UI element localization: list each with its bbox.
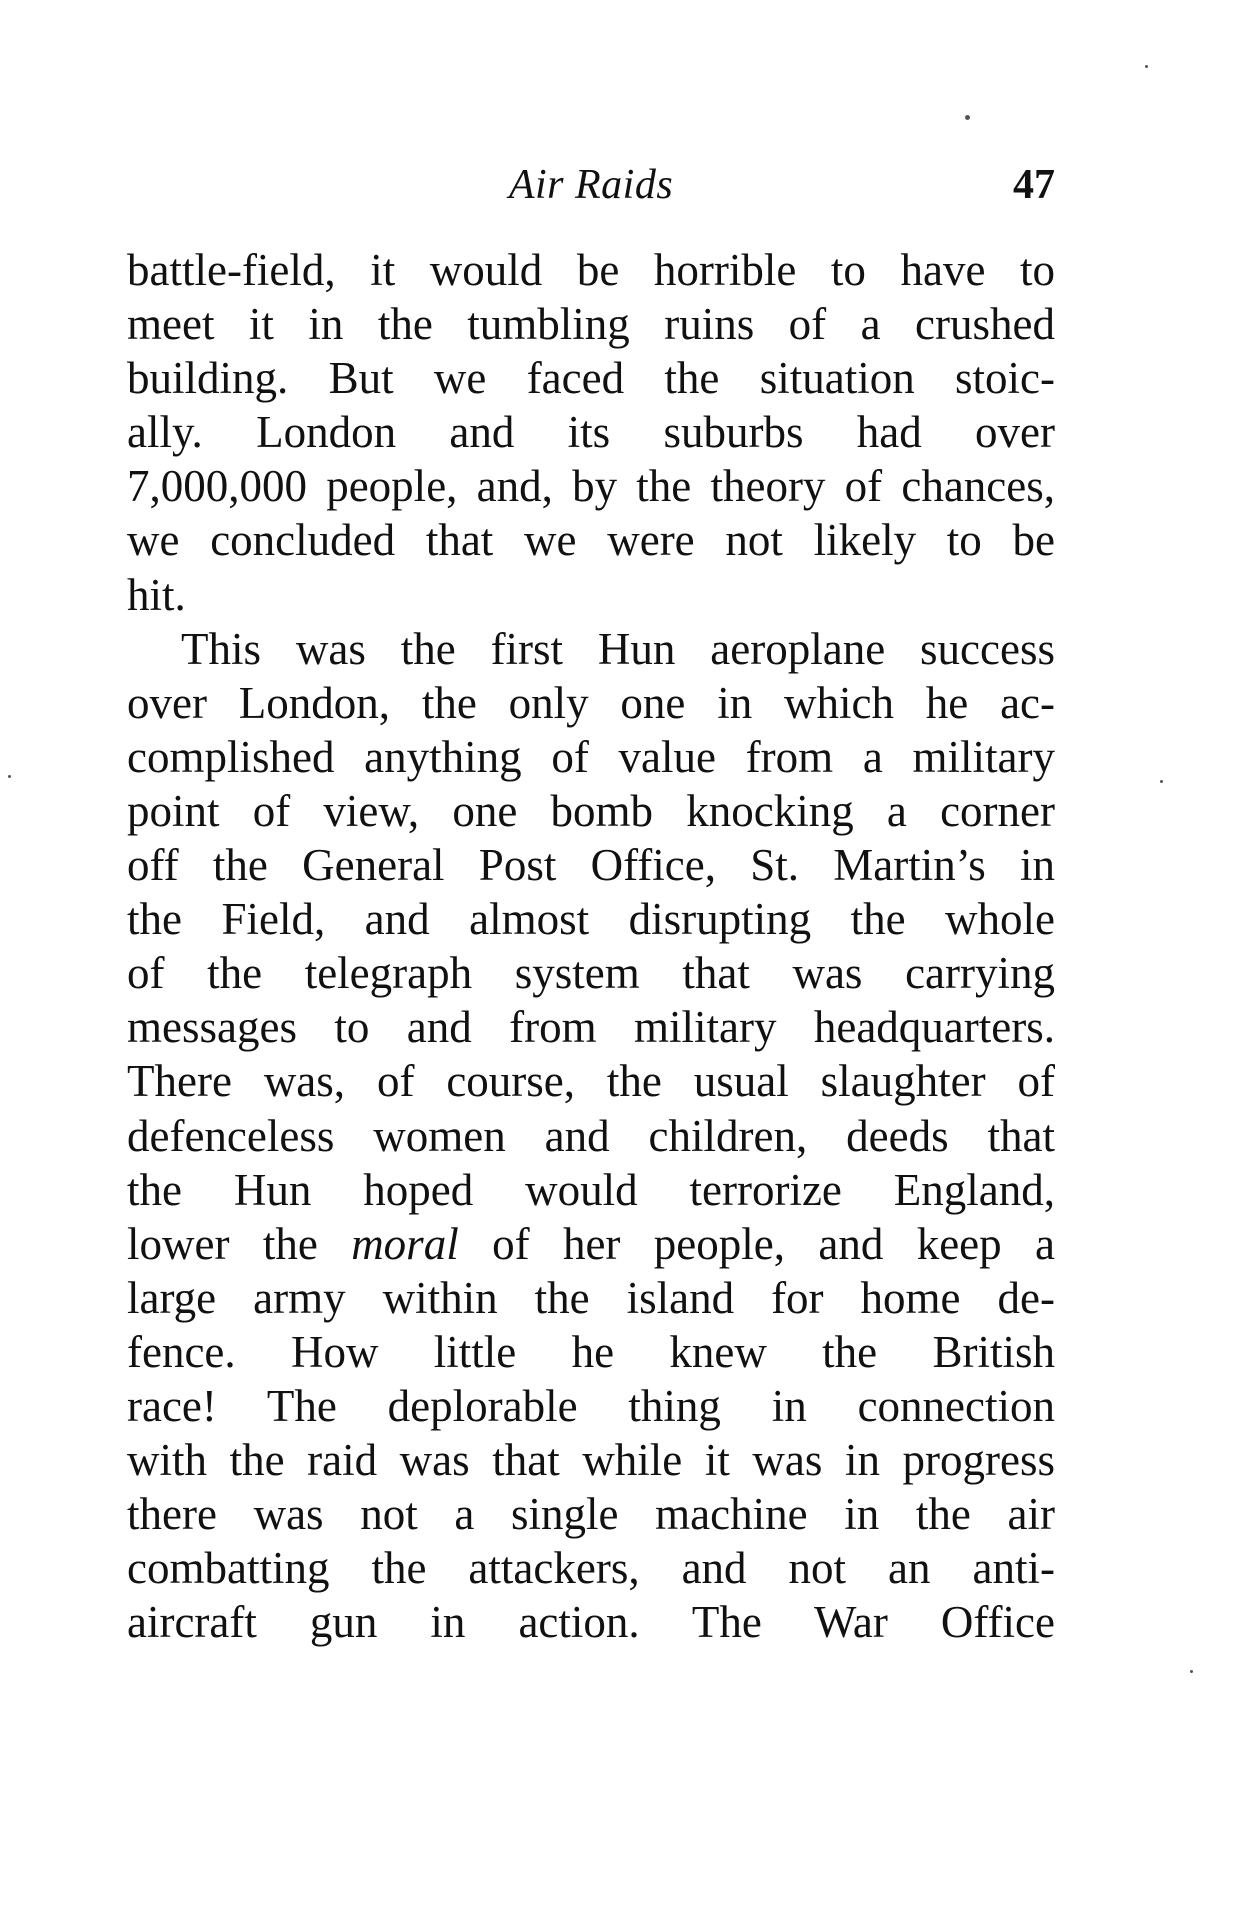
text-line: building. But we faced the situation stoic- xyxy=(127,353,1055,404)
scan-speck xyxy=(8,775,11,778)
text-line-moral xyxy=(127,1217,1055,1271)
text-line: combatting the attackers, and not an anti- xyxy=(127,1543,1055,1594)
text-line: off the General Post Office, St. Martin’s in xyxy=(127,840,1055,891)
body-text xyxy=(127,243,1055,1649)
text-line: hit. xyxy=(127,569,186,620)
text-line: point of view, one bomb knocking a corner xyxy=(127,785,1055,836)
paragraph-2 xyxy=(127,622,1055,1650)
text-line: ally. London and its suburbs had over xyxy=(127,407,1055,458)
page-header xyxy=(127,155,1055,215)
scan-speck xyxy=(965,115,970,120)
text-fragment: of her people, and keep a xyxy=(458,1218,1055,1269)
paragraph-1 xyxy=(127,243,1055,622)
text-line: with the raid was that while it was in progress xyxy=(127,1435,1055,1486)
text-line: aircraft gun in action. The War Office xyxy=(127,1597,1055,1648)
text-line: battle-field, it would be horrible to have to xyxy=(127,245,1055,295)
text-line: complished anything of value from a military xyxy=(127,731,1055,782)
text-line: meet it in the tumbling ruins of a crushed xyxy=(127,299,1055,350)
text-line: There was, of course, the usual slaughter of xyxy=(127,1056,1055,1107)
text-line: race! The deplorable thing in connection xyxy=(127,1380,1055,1431)
text-line: defenceless women and children, deeds that xyxy=(127,1110,1055,1161)
text-line: messages to and from military headquarters. xyxy=(127,1002,1055,1053)
text-fragment: lower the xyxy=(127,1218,352,1269)
text-line: the Field, and almost disrupting the whole xyxy=(127,894,1055,945)
text-line: 7,000,000 people, and, by the theory of chances, xyxy=(127,461,1055,512)
text-line: This was the first Hun aeroplane success xyxy=(181,623,1055,674)
italic-word: moral xyxy=(351,1218,459,1269)
text-line: there was not a single machine in the air xyxy=(127,1489,1055,1540)
text-line: the Hun hoped would terrorize England, xyxy=(127,1164,1055,1215)
scan-speck xyxy=(1190,1670,1193,1673)
text-line: we concluded that we were not likely to be xyxy=(127,515,1055,566)
scan-speck xyxy=(1145,65,1148,68)
page-number: 47 xyxy=(1013,162,1055,208)
text-line: large army within the island for home de- xyxy=(127,1272,1055,1323)
text-line: fence. How little he knew the British xyxy=(127,1326,1055,1377)
text-line: over London, the only one in which he ac- xyxy=(127,677,1055,728)
scan-speck xyxy=(1160,780,1163,783)
running-title: Air Raids xyxy=(508,162,674,208)
text-line: of the telegraph system that was carrying xyxy=(127,948,1055,999)
